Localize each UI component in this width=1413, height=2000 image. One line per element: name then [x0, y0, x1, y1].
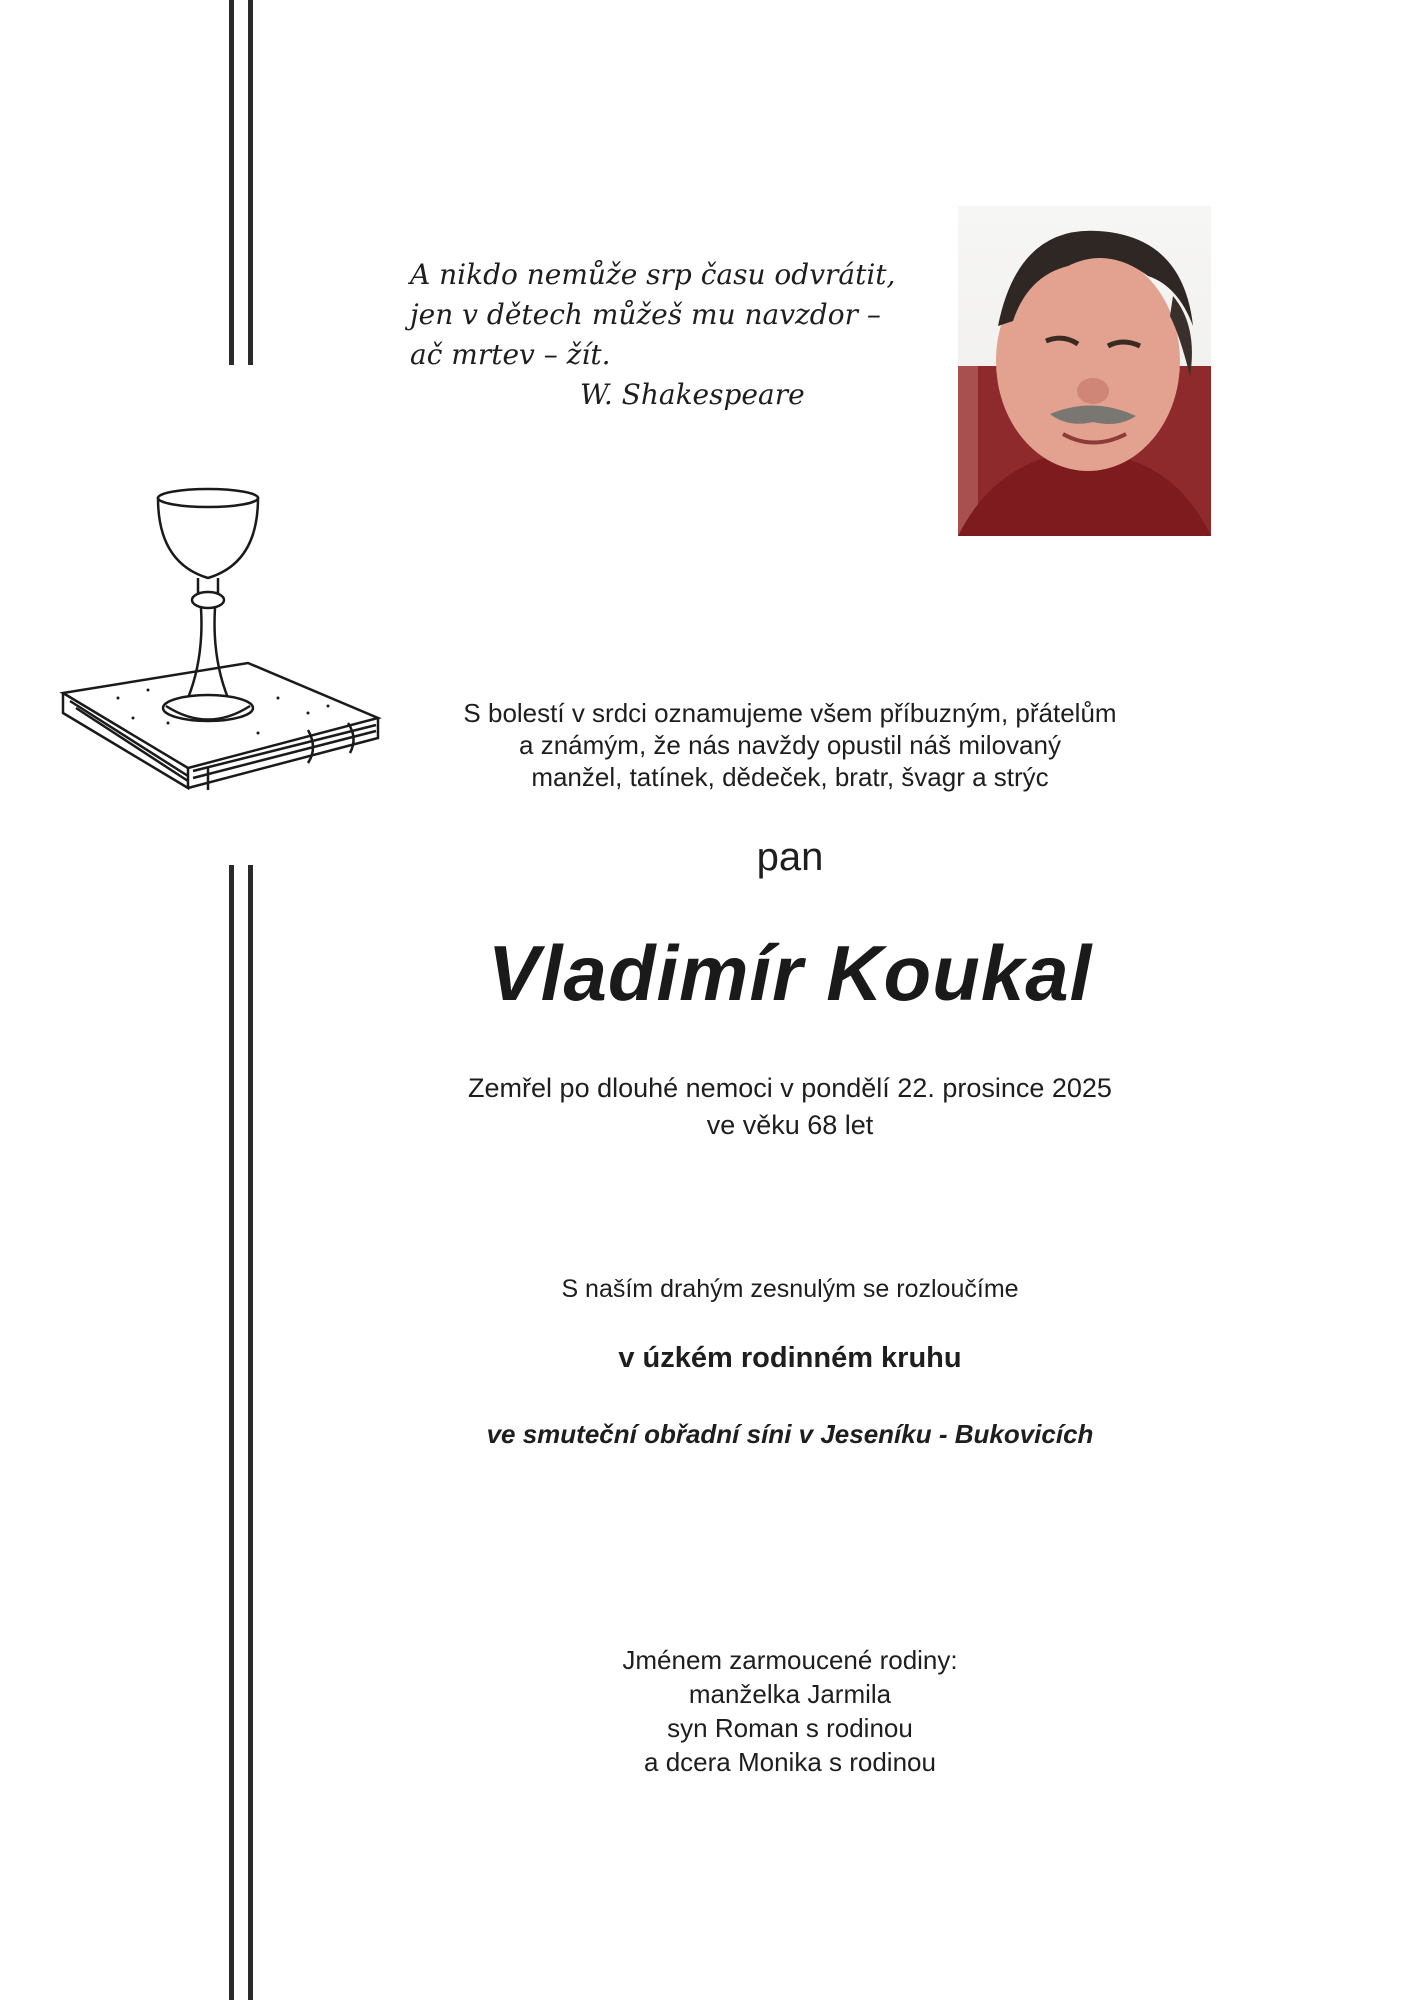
family-line-4: a dcera Monika s rodinou	[644, 1747, 936, 1777]
shakespeare-quote	[410, 255, 895, 415]
portrait-photo	[958, 206, 1211, 536]
farewell-circle: v úzkém rodinném kruhu	[618, 1342, 962, 1374]
chalice-on-book-illustration	[58, 468, 388, 798]
family-line-1: Jménem zarmoucené rodiny:	[622, 1645, 958, 1675]
farewell-intro: S naším drahým zesnulým se rozloučíme	[561, 1275, 1019, 1303]
farewell-place: ve smuteční obřadní síni v Jeseníku - Bukovicích	[486, 1419, 1094, 1449]
quote-author: W. Shakespeare	[580, 378, 805, 411]
quote-line-2: jen v dětech můžeš mu navzdor –	[410, 298, 881, 331]
vertical-rule-top-left	[229, 0, 234, 365]
vertical-rule-top-right	[248, 0, 253, 365]
vertical-rule-bottom-left	[229, 865, 234, 2000]
announcement-line-1: S bolestí v srdci oznamujeme všem příbuzným, přátelům	[463, 698, 1117, 728]
death-notice-line-2: ve věku 68 let	[706, 1110, 874, 1140]
family-line-2: manželka Jarmila	[688, 1679, 892, 1709]
announcement-text	[400, 697, 1180, 793]
death-notice	[400, 1070, 1180, 1144]
quote-line-1: A nikdo nemůže srp času odvrátit,	[410, 258, 896, 291]
vertical-rule-bottom-right	[248, 865, 253, 2000]
announcement-line-3: manžel, tatínek, dědeček, bratr, švagr a strýc	[531, 762, 1049, 792]
quote-line-3: ač mrtev – žít.	[410, 338, 611, 371]
announcement-line-2: a známým, že nás navždy opustil náš milovaný	[519, 730, 1061, 760]
family-signature	[400, 1643, 1180, 1779]
honorific: pan	[756, 835, 824, 879]
deceased-name: Vladimír Koukal	[487, 929, 1093, 1017]
death-notice-line-1: Zemřel po dlouhé nemoci v pondělí 22. prosince 2025	[468, 1073, 1112, 1103]
family-line-3: syn Roman s rodinou	[667, 1713, 913, 1743]
